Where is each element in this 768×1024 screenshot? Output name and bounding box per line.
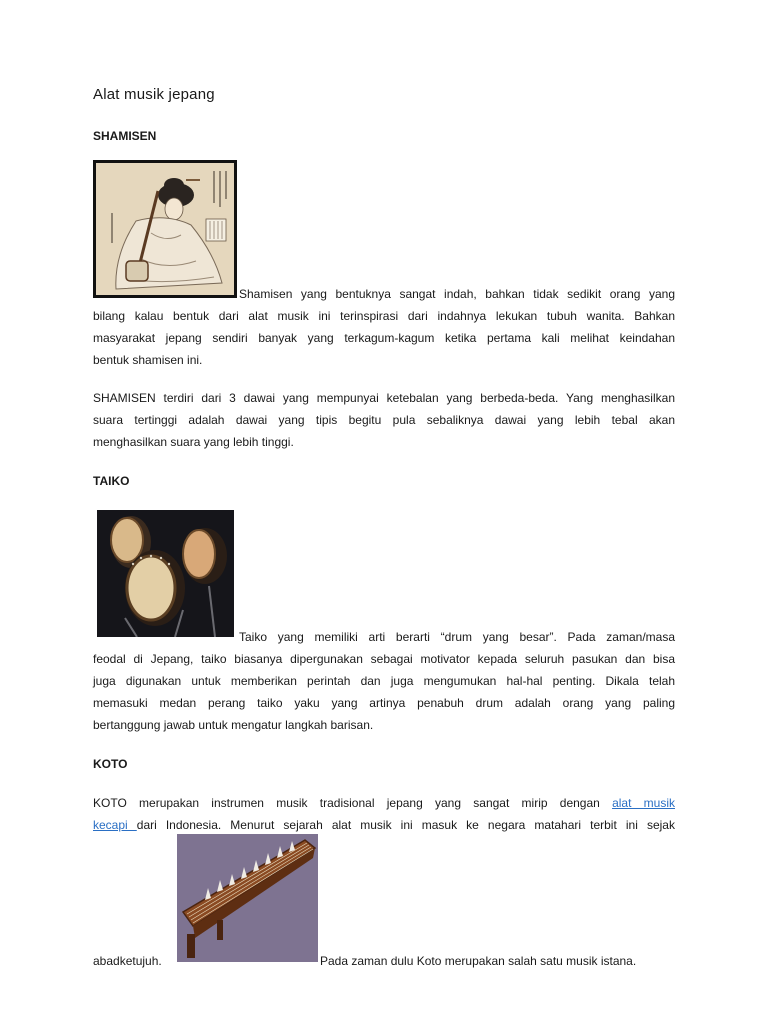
shamisen-text-line: Shamisen yang bentuknya sangat indah, bahkan tidak sedikit orang yang — [239, 287, 675, 301]
shamisen-text-line: menghasilkan suara yang lebih tinggi. — [93, 435, 294, 449]
koto-text-line: KOTO merupakan instrumen musik tradisional jepang yang sangat mirip dengan alat musik — [93, 796, 675, 810]
koto-text-line: Pada zaman dulu Koto merupakan salah satu musik istana. — [320, 954, 637, 968]
shamisen-text-line: suara tertinggi adalah dawai yang tipis begitu pula sebaliknya dawai yang lebih tebal akan — [93, 413, 675, 427]
taiko-text-line: juga digunakan untuk memberikan perintah dan juga mengumukan hal-hal penting. Dikala telah — [93, 674, 675, 688]
taiko-text-line: bertanggung jawab untuk mengatur langkah barisan. — [93, 718, 374, 732]
taiko-image — [97, 510, 234, 637]
document-title: Alat musik jepang — [93, 86, 215, 103]
heading-taiko: TAIKO — [93, 474, 130, 488]
taiko-text-line: Taiko yang memiliki arti berarti “drum yang besar”. Pada zaman/masa — [239, 630, 675, 644]
heading-koto: KOTO — [93, 757, 128, 771]
taiko-text-line: memasuki medan perang taiko yaku yang artinya penabuh drum adalah orang yang paling — [93, 696, 675, 710]
koto-text-line: kecapi dari Indonesia. Menurut sejarah alat musik ini masuk ke negara matahari terbit ini sejak — [93, 818, 675, 832]
shamisen-text-line: bilang kalau bentuk dari alat musik ini terinspirasi dari indahnya lekukan tubuh wanita. Bahkan — [93, 309, 675, 323]
shamisen-image — [93, 160, 237, 298]
taiko-text-line: feodal di Jepang, taiko biasanya dipergunakan sebagai motivator kepada seluruh pasukan dan bisa — [93, 652, 675, 666]
shamisen-text-line: bentuk shamisen ini. — [93, 353, 203, 367]
koto-image — [177, 834, 318, 962]
heading-shamisen: SHAMISEN — [93, 129, 157, 143]
link-alat-musik-kecapi[interactable]: alat musik — [612, 796, 675, 810]
shamisen-text-line: masyarakat jepang sendiri banyak yang terkagum-kagum ketika pertama kali melihat keindahan — [93, 331, 675, 345]
link-alat-musik-kecapi[interactable]: kecapi — [93, 818, 137, 832]
koto-text-line: abadketujuh. — [93, 954, 162, 968]
shamisen-text-line: SHAMISEN terdiri dari 3 dawai yang mempunyai ketebalan yang berbeda-beda. Yang menghasilkan — [93, 391, 675, 405]
